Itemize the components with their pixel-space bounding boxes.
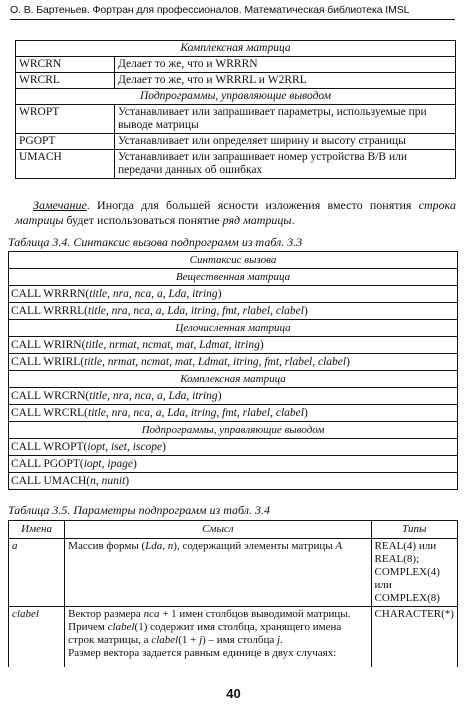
subroutine-desc: Устанавливает или запрашивает номер устройства В/В или передачи данных об ошибках (115, 150, 456, 179)
note-term: ряд матрицы (222, 213, 292, 227)
call-syntax (9, 286, 458, 303)
table-row (9, 303, 458, 320)
call-name: CALL UMACH( (11, 475, 91, 487)
table-row (9, 337, 458, 354)
table-row (9, 354, 458, 371)
subroutine-name: WROPT (16, 105, 115, 134)
call-args: iopt, ipage (83, 458, 133, 470)
call-end: ) (303, 305, 308, 317)
text: clabel (107, 621, 135, 633)
call-args: title, nrmat, ncmat, mat, Ldmat, itring, fmt, rlabel, clabel (84, 356, 347, 368)
subroutine-name: PGOPT (16, 134, 115, 150)
text: Вектор размера (68, 608, 144, 620)
call-end: ) (162, 441, 166, 453)
call-name: CALL WRRRN( (11, 288, 90, 300)
call-end: ) (303, 407, 308, 419)
text: (1 + (178, 634, 200, 646)
table-row (9, 473, 458, 490)
call-syntax (9, 473, 458, 490)
note-term: строка матрицы (15, 198, 456, 227)
subroutine-name: WRCRL (16, 73, 115, 89)
subroutine-desc: Устанавливает или определяет ширину и высоту страницы (115, 134, 456, 150)
call-args: title, nrmat, ncmat, mat, Ldmat, itring (85, 339, 260, 351)
note-label: Замечание (33, 198, 87, 212)
text: Массив формы ( (68, 540, 146, 552)
call-end: ) (259, 339, 264, 351)
text: ), содержащий элементы матрицы (173, 540, 336, 552)
table-row (16, 57, 456, 73)
note-paragraph (15, 198, 456, 228)
call-syntax (9, 456, 458, 473)
call-end: ) (217, 390, 222, 402)
call-args: title, nra, nca, a, Lda, itring (89, 390, 218, 402)
table-row (9, 405, 458, 422)
text: nca (143, 608, 160, 620)
section-title: Комплексная матрица (16, 41, 456, 57)
table-row (16, 73, 456, 89)
parameters-table (8, 520, 458, 667)
table-caption: Таблица 3.5. Параметры подпрограмм из табл. 3.4 (8, 503, 271, 517)
call-syntax (9, 354, 458, 371)
call-args: title, nra, nca, a, Lda, itring, fmt, rlabel, clabel (88, 305, 304, 317)
section-title: Подпрограммы, управляющие выводом (16, 89, 456, 105)
text: Lda, n (145, 540, 174, 552)
subroutine-desc: Делает то же, что и WRRRN (115, 57, 456, 73)
call-name: CALL WRRRL( (11, 305, 88, 317)
text: (1) содержит имя столбца, хранящего имена строк матрицы, а (68, 621, 342, 646)
call-syntax (9, 439, 458, 456)
section-row (9, 320, 458, 337)
param-meaning (65, 607, 371, 668)
page-number: 40 (226, 686, 241, 701)
running-header: О. В. Бартеньев. Фортран для профессионалов. Математическая библиотека IMSL (10, 4, 455, 20)
table-row (9, 286, 458, 303)
section-row (16, 89, 456, 105)
call-name: CALL WRCRL( (11, 407, 88, 419)
call-syntax (9, 337, 458, 354)
section-title: Целочисленная матрица (9, 320, 458, 337)
call-args: n, nunit (90, 475, 126, 487)
call-name: CALL PGOPT( (11, 458, 84, 470)
table-row (16, 150, 456, 179)
call-name: CALL WRIRL( (11, 356, 85, 368)
call-args: iopt, iset, iscope (87, 441, 163, 453)
call-name: CALL WRIRN( (11, 339, 86, 351)
section-row (9, 371, 458, 388)
table-row (16, 134, 456, 150)
call-syntax (9, 405, 458, 422)
header-row (9, 521, 458, 539)
section-row (9, 252, 458, 269)
section-row (9, 422, 458, 439)
section-title: Вещественная матрица (9, 269, 458, 286)
table-row (9, 388, 458, 405)
text: A (335, 540, 343, 552)
call-syntax (9, 388, 458, 405)
table-row (9, 539, 458, 607)
column-header-names: Имена (9, 521, 65, 539)
table-row (9, 607, 458, 668)
table-row (9, 456, 458, 473)
table-caption: Таблица 3.4. Синтаксис вызова подпрограмм из табл. 3.3 (8, 235, 303, 249)
call-end: ) (125, 475, 130, 487)
text: j (276, 634, 281, 646)
call-syntax (9, 303, 458, 320)
note-text: будет использоваться понятие (63, 213, 223, 227)
param-meaning (65, 539, 371, 607)
param-name: a (9, 539, 65, 607)
param-type: REAL(4) или REAL(8); COMPLEX(4) или COMPLEX(8) (371, 539, 457, 607)
call-args: title, nra, nca, a, Lda, itring (89, 288, 218, 300)
subroutine-desc: Устанавливает или запрашивает параметры, используемые при выводе матрицы (115, 105, 456, 134)
text: + 1 имен столбцов выводимой матрицы. Причем (68, 608, 351, 633)
param-name: clabel (9, 607, 65, 668)
table-row (16, 105, 456, 134)
subroutine-desc: Делает то же, что и WRRRL и W2RRL (115, 73, 456, 89)
section-title: Подпрограммы, управляющие выводом (9, 422, 458, 439)
note-text: . Иногда для большей ясности изложения вместо понятия (86, 198, 419, 212)
section-row (16, 41, 456, 57)
call-args: title, nra, nca, a, Lda, itring, fmt, rlabel, clabel (88, 407, 304, 419)
subroutine-name: UMACH (16, 150, 115, 179)
call-end: ) (217, 288, 222, 300)
call-name: CALL WROPT( (11, 441, 88, 453)
subroutine-name: WRCRN (16, 57, 115, 73)
text: ) – имя столбца (202, 634, 277, 646)
column-header-types: Типы (371, 521, 457, 539)
section-title: Комплексная матрица (9, 371, 458, 388)
call-name: CALL WRCRN( (11, 390, 90, 402)
text: . (280, 634, 283, 646)
call-syntax-table (8, 251, 458, 490)
call-end: ) (132, 458, 137, 470)
section-title: Синтаксис вызова (9, 252, 458, 269)
call-end: ) (346, 356, 350, 368)
note-text: . (291, 213, 295, 227)
table-row (9, 439, 458, 456)
text: j (199, 634, 203, 646)
text: Размер вектора задается равным единице в двух случаях: (68, 647, 337, 659)
section-row (9, 269, 458, 286)
param-type: CHARACTER(*) (371, 607, 457, 668)
text: clabel (151, 634, 179, 646)
column-header-meaning: Смысл (65, 521, 371, 539)
subroutine-table-3-3 (15, 40, 456, 179)
